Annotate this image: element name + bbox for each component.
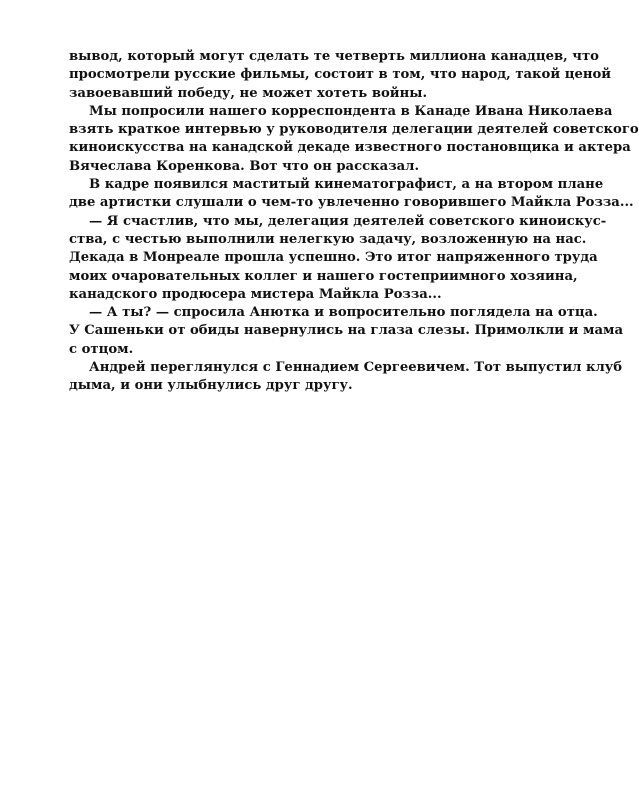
text-line: Андрей переглянулся с Геннадием Сергеевичем. Тот выпустил клуб bbox=[89, 360, 623, 376]
text-line: с отцом. bbox=[69, 341, 134, 357]
paragraph-3 bbox=[69, 176, 634, 213]
paragraph-4 bbox=[69, 213, 607, 304]
page-text bbox=[69, 48, 639, 396]
paragraph-5 bbox=[69, 304, 624, 359]
text-line: канадского продюсера мистера Майкла Розза... bbox=[69, 286, 442, 302]
text-line: две артистки слушали о чем-то увлеченно говорившего Майкла Розза... bbox=[69, 195, 634, 211]
text-line: В кадре появился маститый кинематографист, а на втором плане bbox=[89, 177, 604, 193]
text-line: ства, с честью выполнили нелегкую задачу, возложенную на нас. bbox=[69, 231, 587, 247]
text-line: взять краткое интервью у руководителя делегации деятелей советского bbox=[69, 122, 639, 138]
paragraph-1 bbox=[69, 48, 612, 103]
text-line: — Я счастлив, что мы, делегация деятелей советского киноискус- bbox=[89, 213, 607, 229]
text-line: завоевавший победу, не может хотеть войны. bbox=[69, 85, 428, 101]
text-line: моих очаровательных коллег и нашего гостеприимного хозяина, bbox=[69, 268, 578, 284]
text-line: вывод, который могут сделать те четверть миллиона канадцев, что bbox=[69, 49, 599, 64]
text-line: киноискусства на канадской декаде известного постановщика и актера bbox=[69, 140, 631, 156]
text-line: — А ты? — спросила Анютка и вопросительно поглядела на отца. bbox=[89, 305, 598, 321]
text-line: просмотрели русские фильмы, состоит в том, что народ, такой ценой bbox=[69, 67, 612, 83]
text-line: дыма, и они улыбнулись друг другу. bbox=[69, 378, 353, 394]
paragraph-2 bbox=[69, 103, 639, 176]
text-line: У Сашеньки от обиды навернулись на глаза слезы. Примолкли и мама bbox=[69, 323, 624, 339]
paragraph-6 bbox=[69, 359, 623, 396]
text-line: Вячеслава Коренкова. Вот что он рассказал. bbox=[69, 158, 420, 174]
text-line: Декада в Монреале прошла успешно. Это итог напряженного труда bbox=[69, 250, 598, 266]
text-line: Мы попросили нашего корреспондента в Канаде Ивана Николаева bbox=[89, 103, 613, 119]
